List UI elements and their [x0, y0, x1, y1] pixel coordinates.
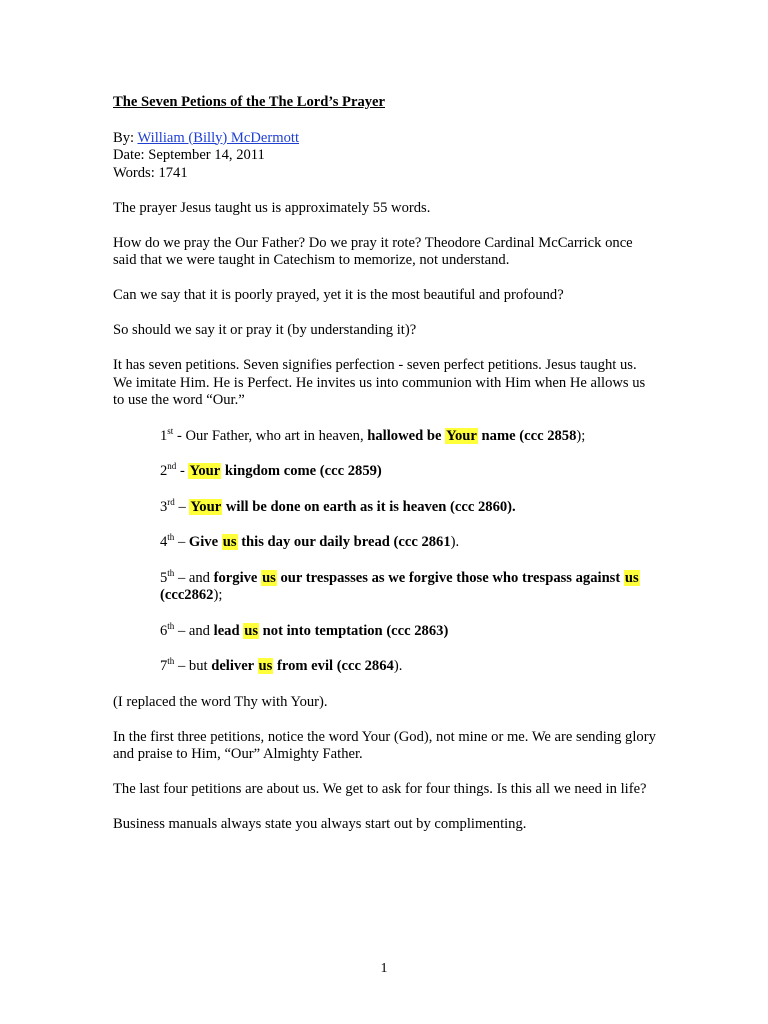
intro-paragraph: The prayer Jesus taught us is approximately 55 words. [113, 199, 431, 216]
author-link[interactable]: William (Billy) McDermott [137, 129, 300, 146]
petition-3 [160, 496, 658, 517]
petition-number: 7 [160, 658, 168, 674]
petition-text: – and [174, 569, 214, 586]
petition-bold-text: kingdom come (ccc 2859) [221, 463, 382, 479]
ordinal-suffix: th [167, 620, 175, 631]
petition-2 [160, 463, 658, 481]
highlighted-word: Your [190, 498, 222, 515]
petition-number: 6 [160, 622, 168, 639]
petitions-list [160, 425, 658, 676]
petition-5 [160, 567, 658, 605]
petition-bold-text: this day our daily bread (ccc 2861 [237, 534, 451, 550]
petition-7 [160, 658, 658, 676]
petition-1 [160, 425, 658, 446]
outro-paragraph: (I replaced the word Thy with Your). [113, 693, 328, 710]
petition-text: - [176, 463, 189, 479]
ordinal-suffix: st [167, 425, 174, 436]
document-body [113, 94, 658, 834]
petition-bold-text: not into temptation (ccc 2863) [259, 622, 449, 639]
outro-paragraph: The last four petitions are about us. We get to ask for four things. Is this all we need in life? [113, 781, 647, 797]
petition-text: ); [576, 427, 586, 444]
intro-paragraph: How do we pray the Our Father? Do we pray it rote? Theodore Cardinal McCarrick once said that we were taught in Catechism to memorize, not understand. [113, 234, 633, 268]
intro-paragraph: It has seven petitions. Seven signifies perfection - seven perfect petitions. Jesus taught us. We imitate Him. He is Perfect. He invites us into communion with Him when He allows us to use the word “Our.” [113, 357, 646, 408]
document-meta [113, 130, 658, 183]
ordinal-suffix: nd [167, 461, 177, 471]
document-title: The Seven Petions of the The Lord’s Prayer [113, 94, 385, 110]
ordinal-suffix: th [167, 567, 175, 578]
petition-text: ); [213, 587, 223, 603]
petition-bold-text: name (ccc 2858 [477, 427, 577, 444]
ordinal-suffix: th [167, 532, 175, 542]
outro-paragraph: In the first three petitions, notice the word Your (God), not mine or me. We are sending glory and praise to Him, “Our” Almighty Father. [113, 728, 656, 762]
ordinal-suffix: rd [167, 496, 175, 507]
petition-bold-text: from evil (ccc 2864 [273, 658, 394, 674]
petition-bold-text: hallowed be [367, 427, 446, 444]
petition-number: 4 [160, 534, 168, 550]
by-label: By: [113, 129, 138, 146]
word-count-line: Words: 1741 [113, 164, 188, 181]
petition-text: ). [450, 534, 460, 550]
petition-bold-text: will be done on earth as it is heaven (ccc 2860). [222, 498, 516, 515]
petition-bold-text: Give [188, 534, 222, 550]
ordinal-suffix: th [167, 656, 175, 666]
highlighted-word: us [244, 622, 259, 639]
petition-text: – but [174, 658, 212, 674]
date-line: Date: September 14, 2011 [113, 147, 265, 163]
petition-4 [160, 534, 658, 552]
petition-bold-text: our trespasses as we forgive those who trespass against [276, 569, 624, 586]
petition-text: - Our Father, who art in heaven, [173, 427, 368, 444]
highlighted-word: Your [446, 427, 477, 444]
petition-number: 1 [160, 427, 168, 444]
petition-number: 5 [160, 569, 168, 586]
intro-paragraph: Can we say that it is poorly prayed, yet it is the most beautiful and profound? [113, 287, 564, 303]
petition-text: – [174, 534, 189, 550]
petition-bold-text: lead [213, 622, 244, 639]
page-number: 1 [380, 961, 388, 976]
highlighted-word: us [222, 534, 237, 550]
petition-bold-text: (ccc2862 [160, 587, 214, 603]
petition-number: 2 [160, 463, 168, 479]
petition-text: ). [393, 658, 403, 674]
petition-text: – and [174, 622, 214, 639]
petition-number: 3 [160, 498, 168, 515]
outro-paragraph: Business manuals always state you always start out by complimenting. [113, 816, 527, 832]
petition-bold-text: deliver [211, 658, 258, 674]
intro-paragraph: So should we say it or pray it (by understanding it)? [113, 322, 417, 338]
petition-bold-text: forgive [213, 569, 262, 586]
highlighted-word: us [262, 569, 276, 586]
petition-text: – [174, 498, 190, 515]
petition-6 [160, 620, 658, 641]
highlighted-word: us [258, 658, 273, 674]
highlighted-word: us [624, 569, 639, 586]
author-line [113, 130, 658, 148]
highlighted-word: Your [189, 463, 221, 479]
